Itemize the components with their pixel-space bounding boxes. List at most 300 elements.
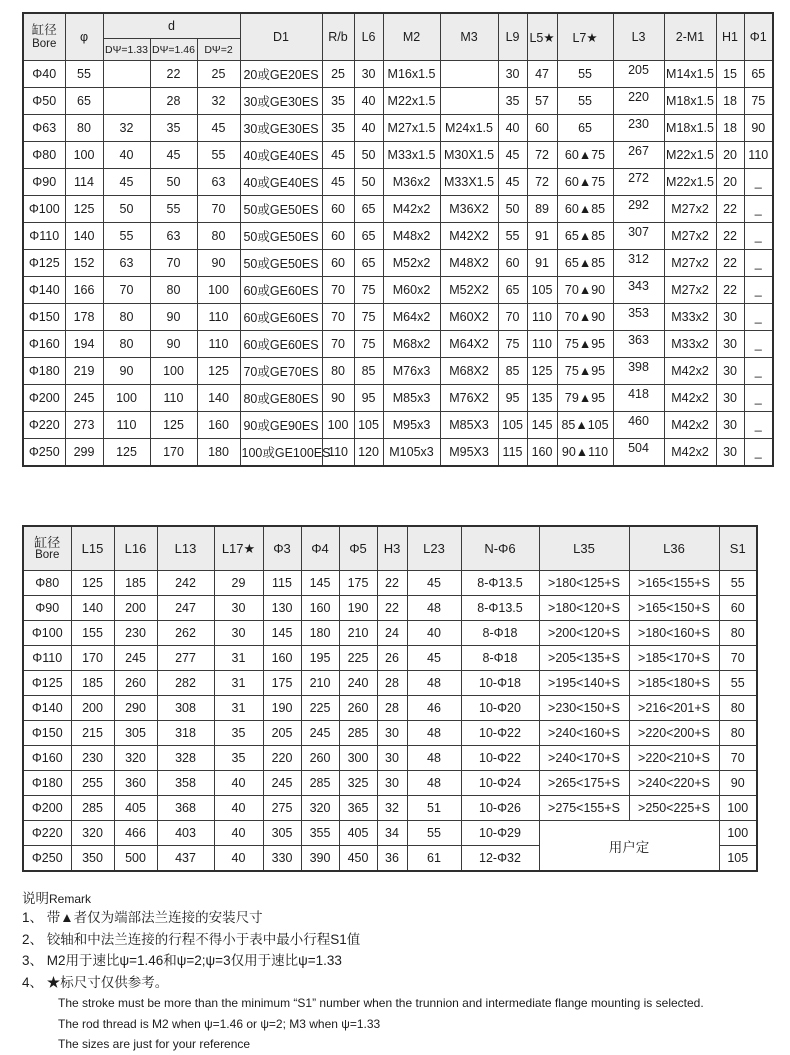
table-cell: 100或GE100ES — [240, 439, 322, 467]
table-cell — [103, 88, 150, 115]
table-cell: 219 — [65, 358, 103, 385]
table-cell: 225 — [301, 696, 339, 721]
table-cell: 30 — [498, 61, 527, 88]
table-cell: 390 — [301, 846, 339, 872]
table-cell: 22 — [716, 196, 744, 223]
table-cell: 194 — [65, 331, 103, 358]
table-cell: 35 — [214, 746, 263, 771]
column-header-d-group: d — [103, 13, 240, 39]
table-cell: 195 — [301, 646, 339, 671]
table-cell: 60 — [322, 250, 354, 277]
table-cell: 466 — [114, 821, 157, 846]
table-cell: 30 — [716, 385, 744, 412]
table-cell: 135 — [527, 385, 557, 412]
table-cell: 273 — [65, 412, 103, 439]
column-header-l9: L9 — [498, 13, 527, 61]
table-cell: 30 — [377, 746, 407, 771]
table-cell: _ — [744, 304, 773, 331]
table-cell: 190 — [263, 696, 301, 721]
table-cell: 40 — [103, 142, 150, 169]
column-header-d-psi-2: DΨ=2 — [197, 39, 240, 61]
table-cell: 245 — [114, 646, 157, 671]
table-row — [23, 169, 773, 196]
table-cell: 110 — [744, 142, 773, 169]
table-cell: 32 — [197, 88, 240, 115]
table-cell: 125 — [150, 412, 197, 439]
table-cell: 36 — [377, 846, 407, 872]
table-cell: 185 — [71, 671, 114, 696]
table-cell: >200<120+S — [539, 621, 629, 646]
table-cell: 328 — [157, 746, 214, 771]
remark-english-2: The rod thread is M2 when ψ=1.46 or ψ=2; M3 when ψ=1.33 — [58, 1016, 381, 1031]
table-cell: 32 — [103, 115, 150, 142]
table-cell: 30 — [354, 61, 383, 88]
table-cell: 89 — [527, 196, 557, 223]
table-cell: 115 — [498, 439, 527, 467]
table-cell: 90 — [744, 115, 773, 142]
table-cell: 120 — [354, 439, 383, 467]
table-cell: 100 — [197, 277, 240, 304]
column-header-m3: M3 — [440, 13, 498, 61]
table-row — [23, 439, 773, 467]
column-header-phi: φ — [65, 13, 103, 61]
table-cell: 353 — [613, 304, 664, 331]
remark-item-2: 2、 铰轴和中法兰连接的行程不得小于表中最小行程S1值 — [22, 931, 361, 947]
table-cell: 55 — [197, 142, 240, 169]
table-cell: 45 — [498, 142, 527, 169]
table-cell: 285 — [301, 771, 339, 796]
table-cell: _ — [744, 169, 773, 196]
table-cell: 320 — [71, 821, 114, 846]
table-cell: 170 — [71, 646, 114, 671]
table-row — [23, 746, 757, 771]
table-cell: _ — [744, 250, 773, 277]
table-cell: 105 — [527, 277, 557, 304]
table-cell: 437 — [157, 846, 214, 872]
table-cell: M36x2 — [383, 169, 440, 196]
table-cell: 100 — [719, 821, 757, 846]
table-cell: 272 — [613, 169, 664, 196]
table-cell: 70 — [150, 250, 197, 277]
table-cell: 60或GE60ES — [240, 331, 322, 358]
table-cell: M85X3 — [440, 412, 498, 439]
bore-cell: Φ250 — [23, 846, 71, 872]
table-row — [23, 796, 757, 821]
table-cell: 60或GE60ES — [240, 304, 322, 331]
table-cell: 220 — [613, 88, 664, 115]
table-cell: _ — [744, 439, 773, 467]
table-cell: 80 — [719, 696, 757, 721]
table-cell: M27x2 — [664, 277, 716, 304]
column-header: L36 — [629, 526, 719, 571]
table-cell: 100 — [150, 358, 197, 385]
table-cell: 100 — [65, 142, 103, 169]
table-cell: M60x2 — [383, 277, 440, 304]
column-header: L16 — [114, 526, 157, 571]
table-cell: M105x3 — [383, 439, 440, 467]
bore-cell: Φ125 — [23, 250, 65, 277]
table-cell: 35 — [322, 115, 354, 142]
table-cell: 10-Φ24 — [461, 771, 539, 796]
table-row — [23, 358, 773, 385]
table-cell: 75▲95 — [557, 358, 613, 385]
table-cell: 70▲90 — [557, 277, 613, 304]
table-cell: 90 — [197, 250, 240, 277]
table-cell: 18 — [716, 115, 744, 142]
table-cell: 50或GE50ES — [240, 250, 322, 277]
column-header-l5: L5★ — [527, 13, 557, 61]
table-row — [23, 88, 773, 115]
table-cell: 80 — [322, 358, 354, 385]
table-cell: 63 — [197, 169, 240, 196]
table-cell: 48 — [407, 771, 461, 796]
table-cell: 368 — [157, 796, 214, 821]
table-cell: 230 — [613, 115, 664, 142]
table-cell: 308 — [157, 696, 214, 721]
table-cell: 18 — [716, 88, 744, 115]
table-cell: 40或GE40ES — [240, 142, 322, 169]
bore-cell: Φ140 — [23, 277, 65, 304]
table-cell: 320 — [301, 796, 339, 821]
table-cell: 130 — [263, 596, 301, 621]
table-cell: 300 — [339, 746, 377, 771]
table-cell: 80 — [150, 277, 197, 304]
table-cell: 40 — [498, 115, 527, 142]
table-cell: 55 — [65, 61, 103, 88]
table-cell: 22 — [716, 250, 744, 277]
table-cell: 75 — [354, 277, 383, 304]
table-row — [23, 115, 773, 142]
table-cell: 418 — [613, 385, 664, 412]
table-cell: 48 — [407, 596, 461, 621]
bore-cell: Φ100 — [23, 196, 65, 223]
table-cell: 8-Φ18 — [461, 621, 539, 646]
table-cell: >185<180+S — [629, 671, 719, 696]
table-cell: 65 — [498, 277, 527, 304]
table-cell: M42x2 — [664, 439, 716, 467]
table-cell: M52X2 — [440, 277, 498, 304]
table-cell: 55 — [103, 223, 150, 250]
table-cell: 55 — [407, 821, 461, 846]
table-row — [23, 196, 773, 223]
table-cell: M33x2 — [664, 331, 716, 358]
table-cell: 31 — [214, 646, 263, 671]
table-cell: 80或GE80ES — [240, 385, 322, 412]
table-cell: 40或GE40ES — [240, 169, 322, 196]
table-cell: 65 — [354, 196, 383, 223]
table-cell: 32 — [377, 796, 407, 821]
remarks-title-zh: 说明 — [22, 891, 49, 906]
table-cell: 10-Φ29 — [461, 821, 539, 846]
table-cell: 20或GE20ES — [240, 61, 322, 88]
remark-english-3: The sizes are just for your reference — [58, 1037, 251, 1052]
table-cell: 277 — [157, 646, 214, 671]
table-cell: 225 — [339, 646, 377, 671]
table-cell: 30或GE30ES — [240, 88, 322, 115]
column-header-l7: L7★ — [557, 13, 613, 61]
remark-english-1: The stroke must be more than the minimum “S1” number when the trunnion and intermediate flange mounting is selected. — [58, 996, 704, 1011]
table-cell: 185 — [114, 571, 157, 596]
table-cell: 55 — [557, 61, 613, 88]
remark-item-4: 4、 ★标尺寸仅供参考。 — [22, 974, 169, 990]
remarks-title — [22, 887, 770, 907]
table-cell: 65▲85 — [557, 223, 613, 250]
dimensions-table-bottom — [22, 525, 758, 872]
table-cell: >250<225+S — [629, 796, 719, 821]
table-cell: 60 — [498, 250, 527, 277]
table-cell: >220<200+S — [629, 721, 719, 746]
table-cell: 55 — [719, 671, 757, 696]
table-cell: 70 — [719, 646, 757, 671]
table-cell: 363 — [613, 331, 664, 358]
table-cell: 95 — [498, 385, 527, 412]
table-row — [23, 821, 757, 846]
table-cell: M64X2 — [440, 331, 498, 358]
table-cell: 242 — [157, 571, 214, 596]
column-header: Φ5 — [339, 526, 377, 571]
table-cell: 45 — [407, 571, 461, 596]
table-cell: 403 — [157, 821, 214, 846]
table-cell: 110 — [197, 331, 240, 358]
remarks-section — [22, 887, 770, 1055]
table-cell: 75 — [498, 331, 527, 358]
table-cell: 40 — [354, 115, 383, 142]
table-row — [23, 596, 757, 621]
table-cell: 285 — [71, 796, 114, 821]
table-cell: 205 — [613, 61, 664, 88]
table-cell: 398 — [613, 358, 664, 385]
table-cell: 45 — [322, 142, 354, 169]
table-cell: >165<155+S — [629, 571, 719, 596]
table-cell: 28 — [150, 88, 197, 115]
table-cell: >185<170+S — [629, 646, 719, 671]
table-cell: M30X1.5 — [440, 142, 498, 169]
table-cell: 34 — [377, 821, 407, 846]
bore-cell: Φ80 — [23, 142, 65, 169]
table-row — [23, 771, 757, 796]
table-cell: M22x1.5 — [664, 142, 716, 169]
table-cell: 25 — [197, 61, 240, 88]
table-cell: 210 — [339, 621, 377, 646]
column-header-d1: D1 — [240, 13, 322, 61]
table-cell: 240 — [339, 671, 377, 696]
table-cell: 29 — [214, 571, 263, 596]
table-cell: 160 — [301, 596, 339, 621]
table-cell: 105 — [498, 412, 527, 439]
table-cell: 292 — [613, 196, 664, 223]
table-cell: 220 — [263, 746, 301, 771]
column-header: L35 — [539, 526, 629, 571]
column-header: L15 — [71, 526, 114, 571]
table-cell: 40 — [214, 796, 263, 821]
bore-cell: Φ90 — [23, 169, 65, 196]
table-cell: 72 — [527, 142, 557, 169]
table-cell: 178 — [65, 304, 103, 331]
table-cell: 145 — [301, 571, 339, 596]
table-cell: 330 — [263, 846, 301, 872]
table-row — [23, 61, 773, 88]
table-cell: 110 — [322, 439, 354, 467]
table-cell: M76X2 — [440, 385, 498, 412]
table-cell: 504 — [613, 439, 664, 467]
column-header: L23 — [407, 526, 461, 571]
table-cell: 75 — [354, 304, 383, 331]
table-cell: 10-Φ20 — [461, 696, 539, 721]
table-cell: M27x2 — [664, 196, 716, 223]
table-cell: 145 — [263, 621, 301, 646]
table-cell: 175 — [263, 671, 301, 696]
table-cell: 45 — [197, 115, 240, 142]
table-cell: 90 — [150, 304, 197, 331]
bore-cell: Φ160 — [23, 331, 65, 358]
table-cell: 275 — [263, 796, 301, 821]
table-cell: 31 — [214, 696, 263, 721]
column-header-phi1: Φ1 — [744, 13, 773, 61]
table-row — [23, 142, 773, 169]
table-cell: 50 — [354, 169, 383, 196]
bore-cell: Φ90 — [23, 596, 71, 621]
bore-cell: Φ100 — [23, 621, 71, 646]
table-cell: >195<140+S — [539, 671, 629, 696]
table-cell: 46 — [407, 696, 461, 721]
table-cell: 267 — [613, 142, 664, 169]
bore-cell: Φ110 — [23, 223, 65, 250]
table-cell: 31 — [214, 671, 263, 696]
table-cell: 282 — [157, 671, 214, 696]
bore-cell: Φ180 — [23, 771, 71, 796]
table-cell: 200 — [114, 596, 157, 621]
table-cell: 20 — [716, 169, 744, 196]
table-cell: 230 — [114, 621, 157, 646]
table-cell: 80 — [719, 621, 757, 646]
table-cell: 65 — [354, 223, 383, 250]
table1-header-row-1 — [23, 13, 773, 39]
table-cell: 245 — [263, 771, 301, 796]
table-cell: 60▲85 — [557, 196, 613, 223]
table-row — [23, 277, 773, 304]
table-cell: 60 — [322, 223, 354, 250]
column-header-d-psi-146: DΨ=1.46 — [150, 39, 197, 61]
remarks-title-en: Remark — [49, 892, 92, 906]
table-cell: 80 — [719, 721, 757, 746]
table-cell: 100 — [719, 796, 757, 821]
bore-cell: Φ80 — [23, 571, 71, 596]
table-cell: 47 — [527, 61, 557, 88]
table-cell: 145 — [527, 412, 557, 439]
column-header-bore: 缸径 Bore — [23, 13, 65, 61]
table-cell: 343 — [613, 277, 664, 304]
bore-cell: Φ40 — [23, 61, 65, 88]
table-row — [23, 331, 773, 358]
table-cell: 500 — [114, 846, 157, 872]
bore-cell: Φ220 — [23, 821, 71, 846]
remark-item-3: 3、 M2用于速比ψ=1.46和ψ=2;ψ=3仅用于速比ψ=1.33 — [22, 953, 342, 969]
table-row — [23, 385, 773, 412]
table-cell: M68x2 — [383, 331, 440, 358]
table-cell: M60X2 — [440, 304, 498, 331]
table-cell: 110 — [527, 304, 557, 331]
table-cell: 45 — [103, 169, 150, 196]
bore-cell: Φ200 — [23, 385, 65, 412]
table-cell: M68X2 — [440, 358, 498, 385]
table-cell: >216<201+S — [629, 696, 719, 721]
bore-cell: Φ63 — [23, 115, 65, 142]
table-cell: 180 — [197, 439, 240, 467]
table-cell: 45 — [150, 142, 197, 169]
table-cell: M42x2 — [664, 412, 716, 439]
table-cell: >180<120+S — [539, 596, 629, 621]
table-cell: 305 — [114, 721, 157, 746]
table-row — [23, 721, 757, 746]
bore-cell: Φ50 — [23, 88, 65, 115]
table-cell: M18x1.5 — [664, 115, 716, 142]
column-header: L17★ — [214, 526, 263, 571]
table-cell: 22 — [377, 571, 407, 596]
table-cell: 350 — [71, 846, 114, 872]
table-cell: 90 — [719, 771, 757, 796]
table-cell: 180 — [301, 621, 339, 646]
table-cell: 140 — [197, 385, 240, 412]
table-cell: 50 — [498, 196, 527, 223]
table-row — [23, 646, 757, 671]
table-cell: 35 — [498, 88, 527, 115]
table-cell: 40 — [214, 846, 263, 872]
table-cell: M42x2 — [383, 196, 440, 223]
table-cell: M36X2 — [440, 196, 498, 223]
table-cell: 90 — [322, 385, 354, 412]
table-cell: 115 — [263, 571, 301, 596]
table-cell: 70▲90 — [557, 304, 613, 331]
table-cell: 30 — [716, 412, 744, 439]
column-header-l6: L6 — [354, 13, 383, 61]
table-cell: 60▲75 — [557, 142, 613, 169]
table-cell: 215 — [71, 721, 114, 746]
table-cell: >265<175+S — [539, 771, 629, 796]
table-cell: 30 — [214, 596, 263, 621]
table-cell: 245 — [65, 385, 103, 412]
table-cell: 105 — [719, 846, 757, 872]
table-cell: 65▲85 — [557, 250, 613, 277]
table-cell: 28 — [377, 671, 407, 696]
table-cell: 325 — [339, 771, 377, 796]
table-cell: 405 — [339, 821, 377, 846]
table-cell: >220<210+S — [629, 746, 719, 771]
table2-header-row — [23, 526, 757, 571]
table-cell: >180<125+S — [539, 571, 629, 596]
table-cell: 114 — [65, 169, 103, 196]
table-cell: 57 — [527, 88, 557, 115]
table-cell: 160 — [263, 646, 301, 671]
table-cell: 85▲105 — [557, 412, 613, 439]
table-cell: 35 — [322, 88, 354, 115]
table-cell: 65 — [354, 250, 383, 277]
table-cell: 75 — [354, 331, 383, 358]
table-cell: 72 — [527, 169, 557, 196]
table-cell: 用户定 — [539, 821, 719, 872]
bore-cell: Φ200 — [23, 796, 71, 821]
column-header-d-psi-133: DΨ=1.33 — [103, 39, 150, 61]
table-cell: 358 — [157, 771, 214, 796]
dimensions-table-top — [22, 12, 774, 467]
table-cell: 70 — [103, 277, 150, 304]
table-cell: 48 — [407, 746, 461, 771]
column-header-m2: M2 — [383, 13, 440, 61]
table-cell: 79▲95 — [557, 385, 613, 412]
column-header: L13 — [157, 526, 214, 571]
table-cell: M95x3 — [383, 412, 440, 439]
table-cell: 65 — [744, 61, 773, 88]
table-cell: M27x2 — [664, 223, 716, 250]
